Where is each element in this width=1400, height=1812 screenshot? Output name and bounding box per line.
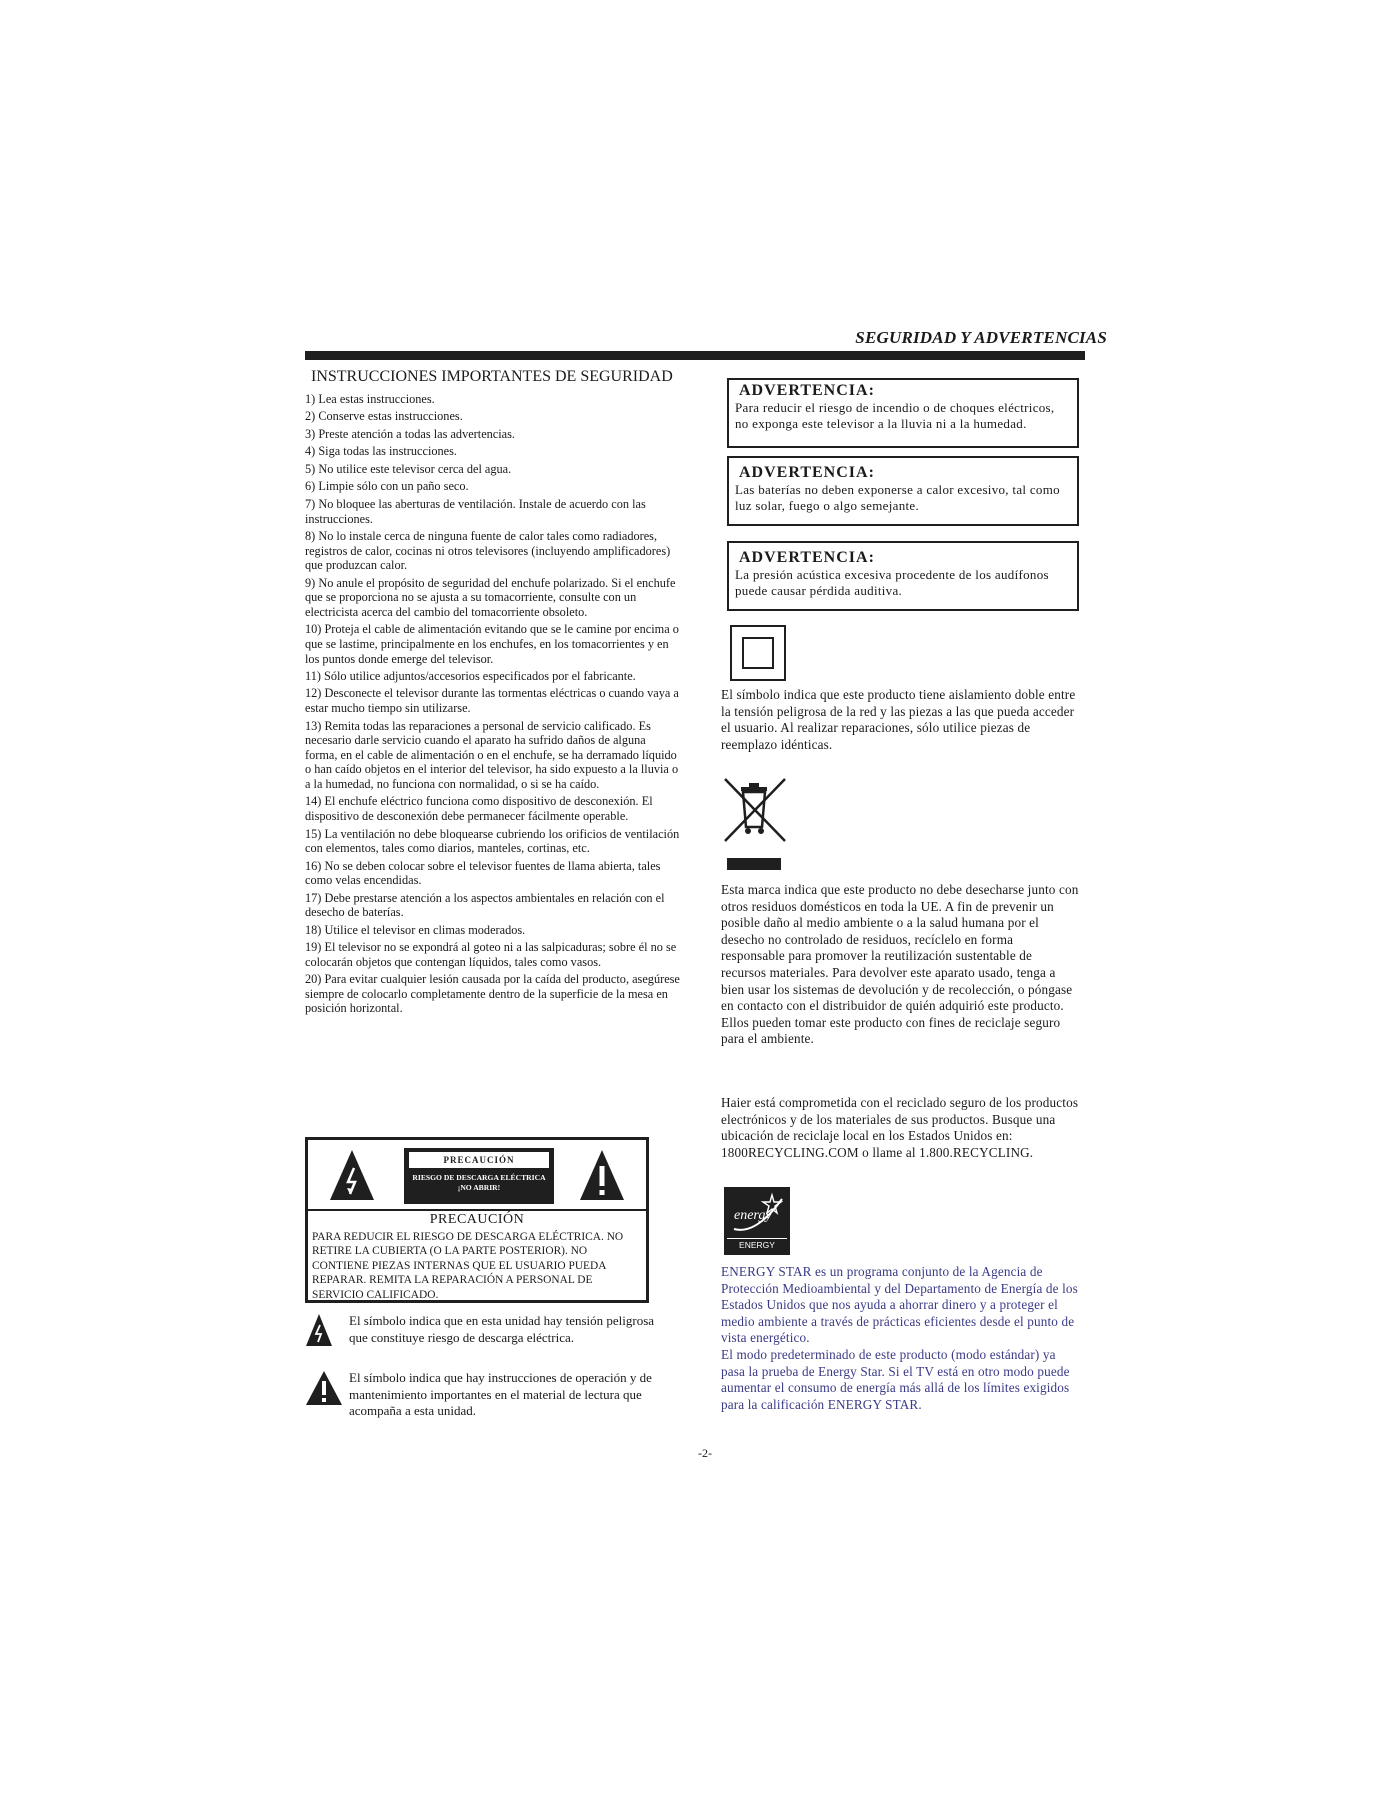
list-item: 6) Limpie sólo con un paño seco. xyxy=(305,479,469,494)
double-insulation-icon xyxy=(730,625,786,681)
weee-bar xyxy=(727,858,781,870)
exclamation-triangle-icon xyxy=(305,1370,343,1406)
caution-banner xyxy=(404,1148,554,1204)
caution-banner-line-1: RIESGO DE DESCARGA ELÉCTRICA xyxy=(412,1173,546,1182)
list-item: 2) Conserve estas instrucciones. xyxy=(305,409,463,424)
caution-divider xyxy=(308,1209,646,1211)
caution-text: PARA REDUCIR EL RIESGO DE DESCARGA ELÉCTRICA. NO RETIRE LA CUBIERTA (O LA PARTE POSTERIOR). NO CONTIENE PIEZAS INTERNAS QUE EL USUARIO PUEDA REPARAR. REMITA LA REPARACIÓN A PERSONAL DE SERVICIO CALIFICADO. xyxy=(312,1231,624,1301)
weee-text: Esta marca indica que este producto no debe desecharse junto con otros residuos domésticos en toda la UE. A fin de prevenir un posible daño al medio ambiente o a la salud humana por el desecho no controlado de residuos, recíclelo en forma responsable para promover la reutilización sustentable de recursos materiales. Para devolver este aparato usado, tenga a bien usar los sistemas de devolución y de recolección, o póngase en contacto con el distribuidor de quién adquirió este producto. Ellos pueden tomar este producto con fines de reciclaje seguro para el ambiente. xyxy=(721,882,1079,1047)
header-rule xyxy=(305,351,1085,360)
energy-star-logo xyxy=(724,1187,790,1263)
warning-text: Para reducir el riesgo de incendio o de choques eléctricos, no exponga este televisor a la lluvia ni a la humedad. xyxy=(735,400,1055,432)
lightning-symbol-explanation xyxy=(305,1313,665,1346)
crossed-bin-icon xyxy=(721,775,789,850)
list-item: 20) Para evitar cualquier lesión causada por la caída del producto, asegúrese siempre de colocarlo completamente dentro de la superficie de la mesa en posición horizontal. xyxy=(305,972,680,1016)
caution-banner-title: PRECAUCIÓN xyxy=(409,1152,549,1168)
energy-star-text xyxy=(721,1264,1079,1413)
energy-star-text-2: El modo predeterminado de este producto (modo estándar) ya pasa la prueba de Energy Star. Si el TV está en otro modo puede aumentar el consumo de energía más allá de los límites exigidos para la calificación ENERGY STAR. xyxy=(721,1346,1070,1412)
warning-text: La presión acústica excesiva procedente de los audífonos puede causar pérdida auditiva. xyxy=(735,567,1049,599)
lightning-triangle-icon xyxy=(328,1148,376,1202)
warning-title: ADVERTENCIA: xyxy=(739,464,875,481)
list-item: 14) El enchufe eléctrico funciona como dispositivo de desconexión. El dispositivo de desconexión debe permanecer fácilmente operable. xyxy=(305,794,653,824)
energy-star-text-1: ENERGY STAR es un programa conjunto de la Agencia de Protección Medioambiental y del Departamento de Energía de los Estados Unidos que nos ayuda a ahorrar dinero y a proteger el medio ambiente a través de prácticas eficientes desde el punto de vista energético. xyxy=(721,1264,1078,1346)
double-insulation-text: El símbolo indica que este producto tiene aislamiento doble entre la tensión peligrosa de la red y las piezas a las que pueda acceder el usuario. Al realizar reparaciones, sólo utilice piezas de reemplazo idénticas. xyxy=(721,687,1076,752)
list-item: 4) Siga todas las instrucciones. xyxy=(305,444,457,459)
list-item: 9) No anule el propósito de seguridad del enchufe polarizado. Si el enchufe que se proporciona no se ajusta a su tomacorriente, consulte con un electricista acerca del cambio del tomacorriente obsoleto. xyxy=(305,575,676,619)
warning-title: ADVERTENCIA: xyxy=(739,382,875,399)
list-item: 10) Proteja el cable de alimentación evitando que se le camine por encima o que se lastime, principalmente en los enchufes, en los tomacorrientes y en los puntos donde emerge del televisor. xyxy=(305,622,679,666)
warning-box-3 xyxy=(727,541,1079,611)
caution-heading: PRECAUCIÓN xyxy=(429,1212,525,1227)
lightning-triangle-icon xyxy=(305,1313,333,1347)
list-item: 13) Remita todas las reparaciones a personal de servicio calificado. Es necesario darle servicio cuando el aparato ha sufrido daños de alguna forma, en el cable de alimentación o en el enchufe, se ha derramado líquido o han caído objetos en el interior del televisor, ha sido expuesto a la lluvia o a la humedad, no funciona con normalidad, o si se ha caído. xyxy=(305,718,679,791)
list-item: 8) No lo instale cerca de ninguna fuente de calor tales como radiadores, registros de calor, cocinas ni otros televisores (incluyendo amplificadores) que produzcan calor. xyxy=(305,528,671,573)
safety-instructions-list xyxy=(305,392,681,1016)
list-item: 7) No bloquee las aberturas de ventilación. Instale de acuerdo con las instrucciones. xyxy=(305,496,646,526)
warning-box-1 xyxy=(727,378,1079,448)
list-item: 12) Desconecte el televisor durante las tormentas eléctricas o cuando vaya a estar mucho tiempo sin utilizarse. xyxy=(305,686,679,716)
caution-box xyxy=(305,1137,649,1303)
list-item: 15) La ventilación no debe bloquearse cubriendo los orificios de ventilación con elementos, tales como diarios, manteles, cortinas, etc. xyxy=(305,826,680,856)
warning-title: ADVERTENCIA: xyxy=(739,549,875,566)
caution-banner-line-2: ¡NO ABRIR! xyxy=(457,1183,501,1192)
warning-box-2 xyxy=(727,456,1079,526)
list-item: 19) El televisor no se expondrá al goteo ni a las salpicaduras; sobre él no se colocarán objetos que contengan líquidos, tales como vasos. xyxy=(305,940,677,969)
exclamation-symbol-text: El símbolo indica que hay instrucciones de operación y de mantenimiento importantes en el material de lectura que acompaña a esta unidad. xyxy=(349,1370,652,1419)
energy-star-label: ENERGY STAR xyxy=(727,1238,787,1252)
warning-text: Las baterías no deben exponerse a calor excesivo, tal como luz solar, fuego o algo semejante. xyxy=(735,482,1060,514)
page-number: -2- xyxy=(698,1446,712,1460)
safety-instructions-section xyxy=(305,368,681,1019)
list-item: 16) No se deben colocar sobre el televisor fuentes de llama abierta, tales como velas encendidas. xyxy=(305,858,661,888)
page-header-title: SEGURIDAD Y ADVERTENCIAS xyxy=(855,328,1107,347)
list-item: 5) No utilice este televisor cerca del agua. xyxy=(305,461,512,476)
list-item: 1) Lea estas instrucciones. xyxy=(305,392,435,406)
list-item: 11) Sólo utilice adjuntos/accesorios especificados por el fabricante. xyxy=(305,669,636,683)
list-item: 18) Utilice el televisor en climas moderados. xyxy=(305,922,526,937)
energy-logo-script: energy xyxy=(734,1208,772,1223)
list-item: 17) Debe prestarse atención a los aspectos ambientales en relación con el desecho de baterías. xyxy=(305,890,665,920)
list-item: 3) Preste atención a todas las advertencias. xyxy=(305,426,515,441)
lightning-symbol-text: El símbolo indica que en esta unidad hay tensión peligrosa que constituye riesgo de descarga eléctrica. xyxy=(349,1313,655,1345)
recycling-text: Haier está comprometida con el reciclado seguro de los productos electrónicos y de los materiales de sus productos. Busque una ubicación de reciclaje local en los Estados Unidos en: 1800RECYCLING.COM o llame al 1.800.RECYCLING. xyxy=(721,1095,1079,1160)
exclamation-triangle-icon xyxy=(578,1148,626,1202)
safety-instructions-title: INSTRUCCIONES IMPORTANTES DE SEGURIDAD xyxy=(311,368,673,385)
energy-star-icon xyxy=(726,1189,788,1237)
exclamation-symbol-explanation xyxy=(305,1370,665,1420)
